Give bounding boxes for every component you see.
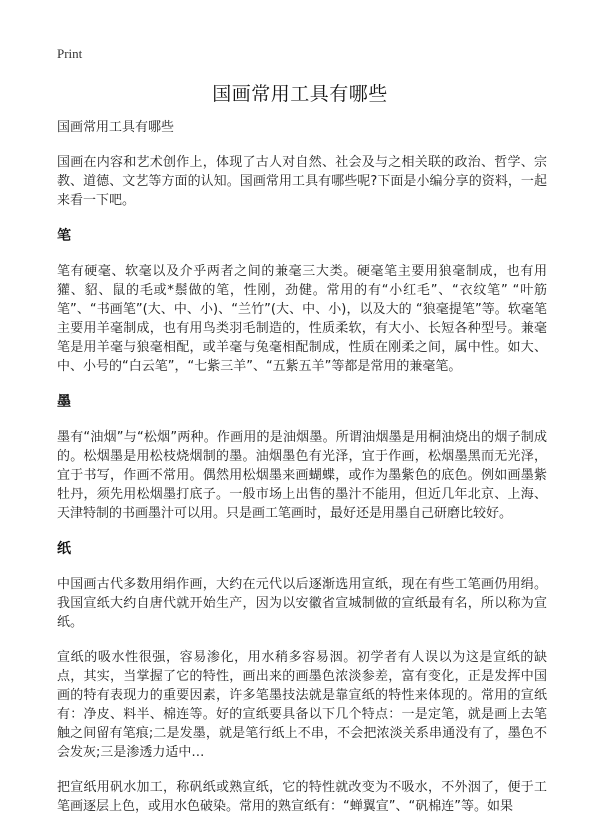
article-subtitle: 国画常用工具有哪些 xyxy=(57,120,175,135)
section-paper xyxy=(57,539,547,816)
section-heading: 纸 xyxy=(57,541,71,557)
article-body xyxy=(57,119,547,828)
intro-paragraph: 国画在内容和艺术创作上，体现了古人对自然、社会及与之相关联的政治、哲学、宗教、道德、文艺等方面的认知。国画常用工具有哪些呢?下面是小编分享的资料，一起来看一下吧。 xyxy=(57,155,547,208)
section-paragraph: 中国画古代多数用绢作画，大约在元代以后逐渐选用宣纸，现在有些工笔画仍用绢。我国宣纸大约自唐代就开始生产，因为以安徽省宣城制做的宣纸最有名，所以称为宣纸。 xyxy=(57,577,547,630)
section-paragraph: 笔有硬毫、软毫以及介乎两者之间的兼毫三大类。硬毫笔主要用狼毫制成，也有用獾、貂、鼠的毛或*鬃做的笔，性刚，劲健。常用的有“小红毛”、“衣纹笔” “叶筋笔”、“书画笔”(大、中、小)、“兰竹”(大、中、小)，以及大的 “狼毫提笔”等。软毫笔主要用羊毫制成，也有用鸟类羽毛制造的，性质柔软，有大小、长短各种型号。兼毫笔是用羊毫与狼毫相配，或羊毫与兔毫相配制成，性质在刚柔之间，属中性。如大、中、小号的“白云笔”，“七紫三羊”、“五紫五羊”等都是常用的兼毫笔。 xyxy=(57,264,547,374)
section-heading: 笔 xyxy=(57,228,71,244)
print-link[interactable]: Print xyxy=(57,46,83,61)
section-brush xyxy=(57,226,547,376)
section-ink xyxy=(57,392,547,523)
section-heading: 墨 xyxy=(57,394,71,410)
section-paragraph: 把宣纸用矾水加工，称矾纸或熟宣纸，它的特性就改变为不吸水，不外洇了，便于工笔画逐层上色，或用水色破染。常用的熟宣纸有：“蝉翼宣”、“矾棉连”等。如果 xyxy=(57,780,547,814)
page-title: 国画常用工具有哪些 xyxy=(212,83,388,105)
section-paragraph: 宣纸的吸水性很强，容易渗化，用水稍多容易洇。初学者有人误以为这是宣纸的缺点，其实，当掌握了它的特性，画出来的画墨色浓淡参差，富有变化，正是发挥中国画的特有表现力的重要因素，许多笔墨技法就是靠宣纸的特性来体现的。常用的宣纸有：净皮、料半、棉连等。好的宣纸要具备以下几个特点：一是定笔，就是画上去笔触之间留有笔痕;二是发墨，就是笔行纸上不串，不会把浓淡关系串通没有了，墨色不会发灰;三是渗透力适中… xyxy=(57,650,547,760)
section-paragraph: 墨有“油烟”与“松烟”两种。作画用的是油烟墨。所谓油烟墨是用桐油烧出的烟子制成的。松烟墨是用松枝烧烟制的墨。油烟墨色有光泽，宜于作画，松烟墨黑而无光泽，宜于书写，作画不常用。偶然用松烟墨来画蝴蝶，或作为墨紫色的底色。例如画墨紫牡丹，须先用松烟墨打底子。一般市场上出售的墨汁不能用，但近几年北京、上海、天津特制的书画墨汁可以用。只是画工笔画时，最好还是用墨自己研磨比较好。 xyxy=(57,430,547,521)
